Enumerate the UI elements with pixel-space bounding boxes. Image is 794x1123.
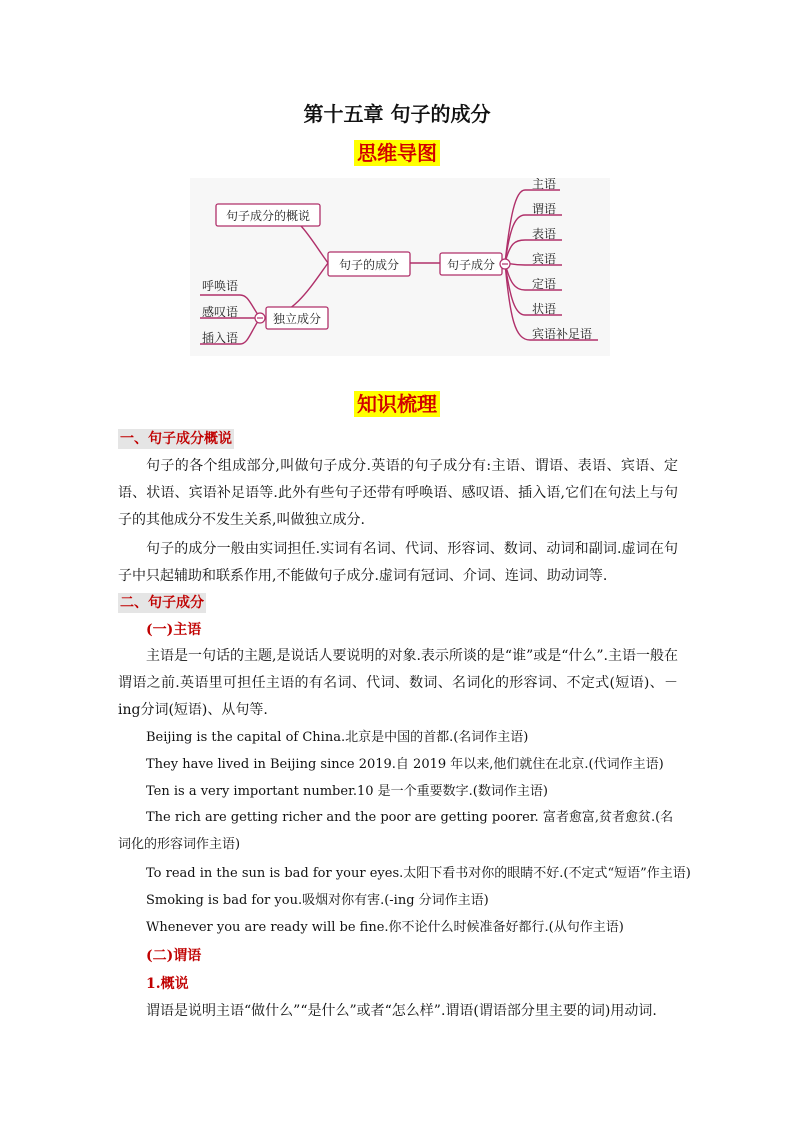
paragraph: 句子的各个组成部分,叫做句子成分.英语的句子成分有:主语、谓语、表语、宾语、定语、状语、宾语补足语等.此外有些句子还带有呼唤语、感叹语、插入语,它们在句法上与句子的其他成分不发生关系,叫做独立成分. (118, 458, 678, 528)
knowledge-badge: 知识梳理 (354, 391, 440, 417)
example-sentence: Ten is a very important number.10 是一个重要数字.(数词作主语) (146, 784, 548, 799)
chapter-title: 第十五章 句子的成分 (303, 102, 491, 126)
mm-item: 呼唤语 (202, 279, 239, 293)
mm-item: 表语 (532, 227, 557, 241)
section-heading: 二、句子成分 (120, 595, 204, 611)
sub-heading: (二)谓语 (146, 948, 202, 964)
mm-item: 谓语 (532, 202, 557, 216)
example-sentence: To read in the sun is bad for your eyes.太阳下看书对你的眼睛不好.(不定式“短语”作主语) (146, 866, 691, 881)
example-sentence: Whenever you are ready will be fine.你不论什么时候准备好都行.(从句作主语) (146, 920, 624, 935)
sub-heading: (一)主语 (146, 622, 202, 638)
mm-item: 主语 (532, 178, 557, 191)
mm-independent: 独立成分 (272, 312, 322, 326)
mind-map-diagram (190, 178, 610, 356)
mm-components: 句子成分 (446, 258, 496, 272)
paragraph: 句子的成分一般由实词担任.实词有名词、代词、形容词、数词、动词和副词.虚词在句子中只起辅助和联系作用,不能做句子成分.虚词有冠词、介词、连词、助动词等. (118, 541, 678, 584)
mm-item: 感叹语 (202, 305, 239, 319)
example-sentence: The rich are getting richer and the poor are getting poorer. 富者愈富,贫者愈贫.(名词化的形容词作主语) (118, 810, 674, 852)
mm-center: 句子的成分 (338, 258, 400, 272)
mm-overview: 句子成分的概说 (225, 209, 311, 223)
mm-item: 宾语补足语 (532, 327, 593, 341)
mm-item: 定语 (532, 277, 557, 291)
example-sentence: Smoking is bad for you.吸烟对你有害.(-ing 分词作主语) (146, 893, 489, 908)
paragraph: 谓语是说明主语“做什么”“是什么”或者“怎么样”.谓语(谓语部分里主要的词)用动词. (146, 1003, 657, 1019)
example-sentence: They have lived in Beijing since 2019.自 2019 年以来,他们就住在北京.(代词作主语) (146, 757, 664, 772)
example-sentence: Beijing is the capital of China.北京是中国的首都.(名词作主语) (146, 730, 529, 745)
section-heading: 一、句子成分概说 (120, 431, 232, 447)
mindmap-badge: 思维导图 (354, 140, 440, 166)
sub-heading: 1.概说 (146, 976, 189, 992)
paragraph: 主语是一句话的主题,是说话人要说明的对象.表示所谈的是“谁”或是“什么”.主语一般在谓语之前.英语里可担任主语的有名词、代词、数词、名词化的形容词、不定式(短语)、－ing分词(短语)、从句等. (118, 648, 678, 718)
mm-item: 宾语 (532, 252, 557, 266)
mm-item: 状语 (532, 302, 557, 316)
mm-item: 插入语 (202, 331, 239, 345)
